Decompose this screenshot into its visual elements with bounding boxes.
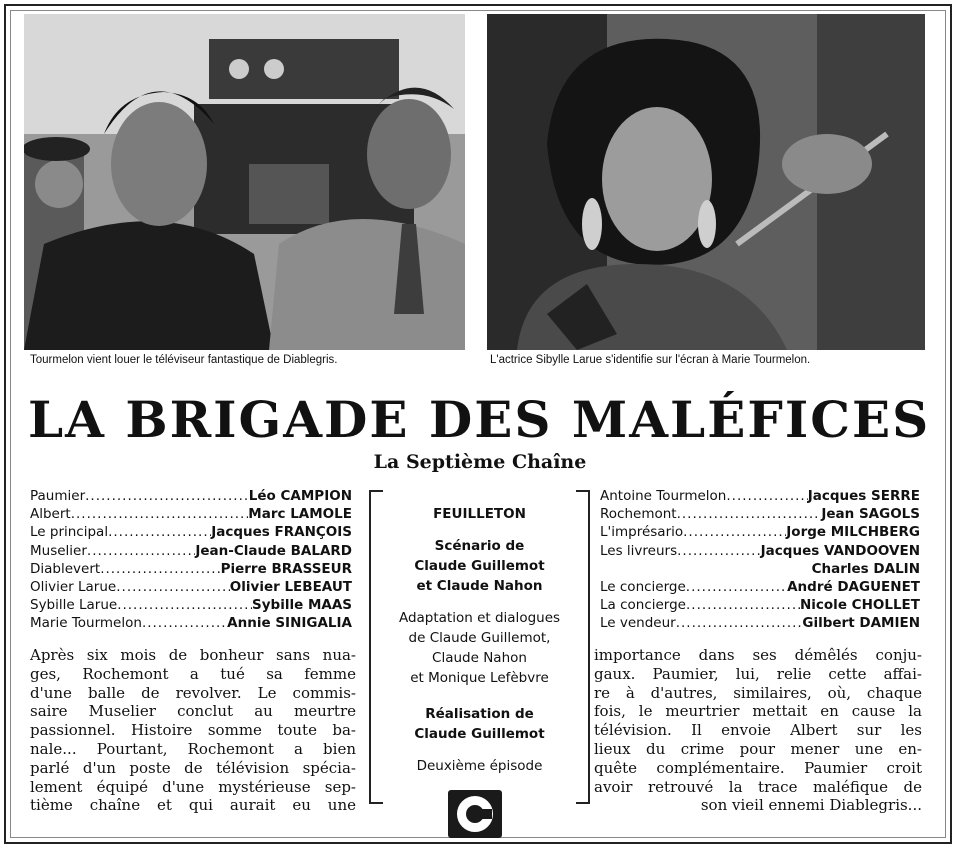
cast-actor: Gilbert DAMIEN: [802, 615, 920, 632]
leader-dots: [142, 614, 227, 632]
logo-gap: [478, 809, 492, 819]
leader-dots: [100, 560, 220, 578]
synopsis-line: passionnel. Histoire somme toute ba-: [30, 721, 356, 740]
synopsis-line: saire Muselier conclut au meurtre: [30, 702, 356, 721]
synopsis-line: re à d'autres, similaires, où, chaque: [594, 683, 922, 702]
leader-dots: [116, 578, 230, 596]
scenario-names: [371, 556, 588, 596]
leader-dots: [726, 487, 807, 505]
synopsis-left: [30, 646, 356, 815]
photo-right-image: [487, 14, 925, 350]
cast-list-right: [600, 487, 920, 633]
adaptation-line: de Claude Guillemot,: [408, 630, 551, 646]
cast-role: Antoine Tourmelon: [600, 488, 727, 504]
channel-c-logo: [448, 790, 502, 838]
cast-role: Albert: [30, 506, 71, 523]
leader-dots: [117, 596, 252, 614]
synopsis-line: fois, le meurtrier mettait en cause la: [594, 702, 922, 721]
synopsis-line: lieux du crime pour mener une en-: [594, 739, 922, 758]
cast-row: [30, 560, 352, 578]
leader-dots: [108, 523, 211, 541]
cast-row: [600, 578, 920, 596]
leader-dots: [677, 505, 822, 523]
cast-row: [30, 578, 352, 596]
realisation-name: Claude Guillemot: [414, 726, 545, 742]
article-subtitle: La Septième Chaîne: [373, 451, 587, 473]
cast-row: [600, 505, 920, 523]
leader-dots: [71, 505, 249, 523]
cast-role: Diablevert: [30, 560, 101, 577]
photo-tourmelon-diablegris: [24, 14, 465, 350]
leader-dots: [676, 614, 803, 632]
cast-actor: Marc LAMOLE: [248, 506, 352, 523]
cast-row: [600, 487, 920, 505]
synopsis-line: ges, Rochemont a tué sa femme: [30, 664, 356, 683]
leader-dots: [677, 542, 761, 560]
cast-role: Paumier: [30, 488, 86, 504]
leader-dots: [85, 487, 249, 505]
cast-role: Sybille Larue: [30, 597, 118, 614]
cast-actor: Léo CAMPION: [248, 488, 352, 504]
cast-role: Muselier: [30, 542, 87, 559]
box-corner: [576, 490, 590, 492]
synopsis-line: son vieil ennemi Diablegris...: [700, 796, 922, 815]
cast-row: [30, 505, 352, 523]
cast-actor: Jean-Claude BALARD: [195, 542, 352, 559]
scenario-name: Claude Guillemot: [414, 558, 545, 574]
cast-role: Le vendeur: [600, 615, 676, 632]
synopsis-line: parlé d'un poste de télévision spécia-: [30, 758, 356, 777]
cast-row: [600, 560, 920, 578]
cast-actor: Jacques SERRE: [807, 488, 920, 504]
realisation-credits: [371, 704, 588, 744]
cast-actor: Annie SINIGALIA: [227, 615, 352, 632]
cast-role: L'imprésario: [600, 524, 684, 541]
cast-row: [30, 542, 352, 560]
synopsis-right: [594, 646, 922, 815]
adaptation-line: et Monique Lefèbvre: [410, 670, 549, 686]
photo-sibylle-larue: [487, 14, 925, 350]
cast-actor: André DAGUENET: [787, 579, 920, 596]
synopsis-line: avoir retrouvé la trace maléfique de: [594, 777, 922, 796]
cast-actor: Charles DALIN: [811, 560, 920, 577]
synopsis-line: télévision. Il envoie Albert sur les: [594, 721, 922, 740]
cast-actor: Jacques VANDOOVEN: [760, 542, 920, 559]
genre-label: FEUILLETON: [433, 506, 526, 522]
cast-actor: Nicole CHOLLET: [799, 597, 920, 614]
cast-actor: Jacques FRANÇOIS: [211, 524, 352, 541]
cast-row: [30, 523, 352, 541]
cast-row: [600, 523, 920, 541]
cast-role: Rochemont: [600, 506, 677, 523]
cast-row: [30, 596, 352, 614]
article-title: LA BRIGADE DES MALÉFICES: [28, 390, 931, 449]
scenario-label: Scénario de: [434, 538, 525, 554]
box-corner: [576, 802, 590, 804]
cast-row: [30, 614, 352, 632]
leader-dots: [683, 523, 786, 541]
cast-row: [600, 596, 920, 614]
cast-role: La concierge: [600, 597, 686, 614]
cast-actor: Jean SAGOLS: [821, 506, 920, 523]
cast-row: [30, 487, 352, 505]
adaptation-line: Adaptation et dialogues: [398, 610, 561, 626]
leader-dots: [87, 542, 195, 560]
cast-role: Les livreurs: [600, 542, 678, 559]
adaptation-credits: [371, 608, 588, 688]
photo-left-image: [24, 14, 465, 350]
synopsis-line: Après six mois de bonheur sans nua-: [30, 646, 356, 664]
photo-left-caption: Tourmelon vient louer le téléviseur fantastique de Diablegris.: [30, 354, 338, 366]
leader-dots: [686, 596, 800, 614]
cast-list-left: [30, 487, 352, 633]
adaptation-line: Claude Nahon: [432, 650, 527, 666]
scenario-name: et Claude Nahon: [416, 578, 543, 594]
credits-box: [369, 490, 590, 804]
episode-label: Deuxième épisode: [416, 758, 543, 774]
cast-role: Le principal: [30, 524, 109, 541]
synopsis-line: nale... Pourtant, Rochemont a bien: [30, 739, 356, 758]
photo-right-caption: L'actrice Sibylle Larue s'identifie sur l'écran à Marie Tourmelon.: [490, 354, 811, 366]
synopsis-line: d'une balle de revolver. Le commis-: [30, 683, 356, 702]
realisation-label: Réalisation de: [425, 706, 534, 722]
cast-row: [600, 614, 920, 632]
cast-actor: Sybille MAAS: [252, 597, 352, 614]
cast-actor: Jorge MILCHBERG: [786, 524, 920, 541]
cast-actor: Olivier LEBEAUT: [229, 579, 352, 596]
cast-role: Le concierge: [600, 579, 686, 596]
cast-row: [600, 542, 920, 560]
cast-role: Marie Tourmelon: [30, 615, 142, 632]
synopsis-line: tième chaîne et qui aurait eu une: [30, 796, 356, 815]
synopsis-line: gaux. Paumier, lui, relie cette affai-: [594, 664, 922, 683]
leader-dots: [686, 578, 787, 596]
synopsis-line: lement équipé d'une mystérieuse sep-: [30, 777, 356, 796]
cast-role: Olivier Larue: [30, 579, 117, 596]
synopsis-line: quête complémentaire. Paumier croit: [594, 758, 922, 777]
synopsis-line: importance dans ses démêlés conju-: [594, 646, 922, 664]
cast-actor: Pierre BRASSEUR: [220, 560, 352, 577]
